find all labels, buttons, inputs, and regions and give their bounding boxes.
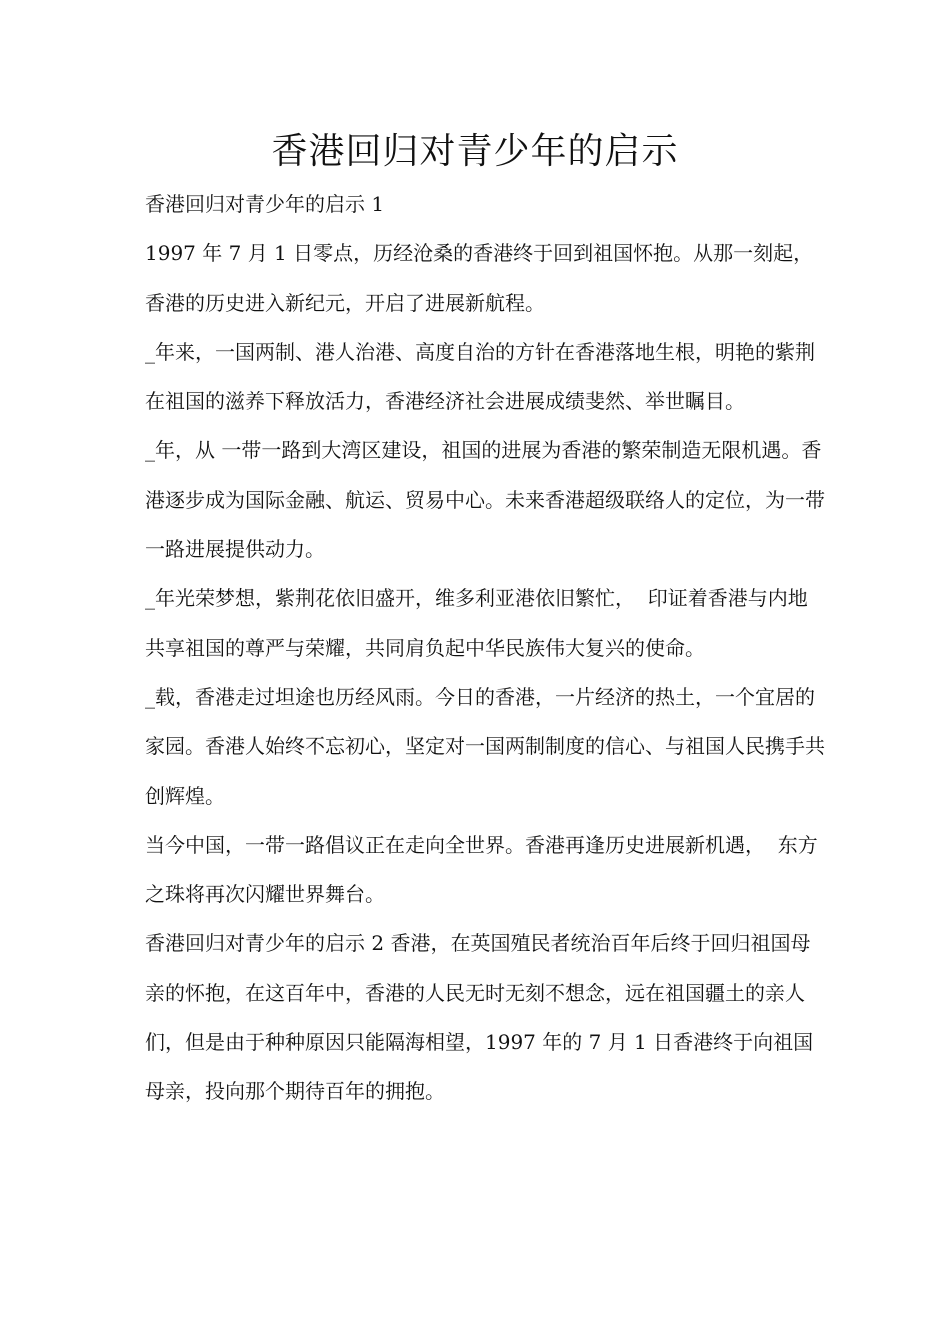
paragraph-heading-1: 香港回归对青少年的启示 1	[145, 192, 385, 216]
paragraph: _年，从 一带一路到大湾区建设，祖国的进展为香港的繁荣制造无限机遇。香港逐步成为国际金融、航运、贸易中心。未来香港超级联络人的定位，为一带一路进展提供动力。	[145, 438, 825, 562]
document-body	[145, 180, 825, 1117]
paragraph: _年来，一国两制、港人治港、高度自治的方针在香港落地生根，明艳的紫荆在祖国的滋养下释放活力，香港经济社会进展成绩斐然、举世瞩目。	[145, 339, 815, 414]
paragraph: _年光荣梦想，紫荆花依旧盛开，维多利亚港依旧繁忙， 印证着香港与内地共享祖国的尊严与荣耀，共同肩负起中华民族伟大复兴的使命。	[145, 586, 808, 660]
paragraph: 香港回归对青少年的启示 2 香港，在英国殖民者统治百年后终于回归祖国母亲的怀抱，在这百年中，香港的人民无时无刻不想念，远在祖国疆土的亲人们，但是由于种种原因只能隔海相望，1997 年的 7 月 1 日香港终于向祖国母亲，投向那个期待百年的拥抱。	[145, 931, 814, 1104]
paragraph: 当今中国，一带一路倡议正在走向全世界。香港再逢历史进展新机遇， 东方之珠将再次闪耀世界舞台。	[145, 832, 818, 907]
paragraph: 1997 年 7 月 1 日零点，历经沧桑的香港终于回到祖国怀抱。从那一刻起，香港的历史进入新纪元，开启了进展新航程。	[145, 241, 814, 315]
paragraph: _载，香港走过坦途也历经风雨。今日的香港，一片经济的热土，一个宜居的家园。香港人始终不忘初心，坚定对一国两制制度的信心、与祖国人民携手共创辉煌。	[145, 684, 825, 808]
document-title: 香港回归对青少年的启示	[271, 131, 679, 172]
